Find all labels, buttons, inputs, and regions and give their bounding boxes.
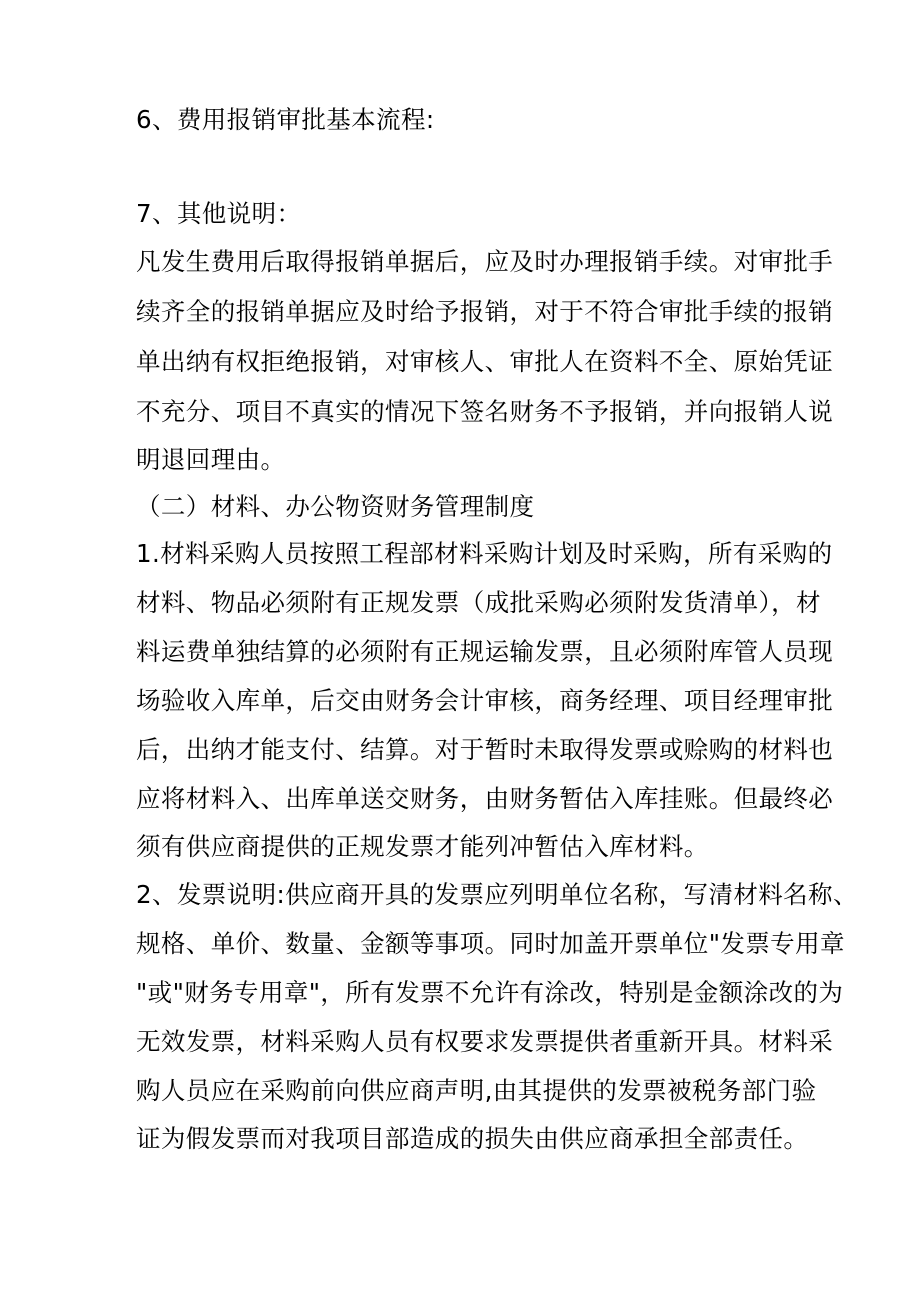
section-heading: （二）材料、办公物资财务管理制度 [136,492,535,521]
paragraph-line: 续齐全的报销单据应及时给予报销，对于不符合审批手续的报销 [136,297,834,326]
paragraph-line: 规格、单价、数量、金额等事项。同时加盖开票单位"发票专用章 [136,929,845,958]
paragraph-line: 证为假发票而对我项目部造成的损失由供应商承担全部责任。 [136,1124,809,1153]
paragraph-line: 凡发生费用后取得报销单据后，应及时办理报销手续。对审批手 [136,247,834,276]
paragraph-line: 1.材料采购人员按照工程部材料采购计划及时采购，所有采购的 [136,539,833,568]
paragraph-line: 无效发票，材料采购人员有权要求发票提供者重新开具。材料采 [136,1027,834,1056]
heading-6: 6、费用报销审批基本流程: [136,105,435,134]
paragraph-line: 后，出纳才能支付、结算。对于暂时未取得发票或赊购的材料也 [136,735,834,764]
paragraph-line: 明退回理由。 [136,445,286,474]
paragraph-line: 材料、物品必须附有正规发票（成批采购必须附发货清单），材 [136,588,821,617]
paragraph-line: 2、发票说明:供应商开具的发票应列明单位名称，写清材料名称、 [136,880,858,909]
paragraph-line: 应将材料入、出库单送交财务，由财务暂估入库挂账。但最终必 [136,784,834,813]
paragraph-line: 不充分、项目不真实的情况下签名财务不予报销，并向报销人说 [136,397,834,426]
paragraph-line: "或"财务专用章"，所有发票不允许有涂改，特别是金额涂改的为 [136,978,844,1007]
paragraph-line: 料运费单独结算的必须附有正规运输发票，且必须附库管人员现 [136,637,834,666]
heading-7: 7、其他说明： [136,199,302,228]
paragraph-line: 须有供应商提供的正规发票才能列冲暂估入库材料。 [136,832,709,861]
paragraph-line: 购人员应在采购前向供应商声明,由其提供的发票被税务部门验 [136,1076,817,1105]
paragraph-line: 场验收入库单，后交由财务会计审核，商务经理、项目经理审批 [136,686,834,715]
paragraph-line: 单出纳有权拒绝报销，对审核人、审批人在资料不全、原始凭证 [136,347,834,376]
